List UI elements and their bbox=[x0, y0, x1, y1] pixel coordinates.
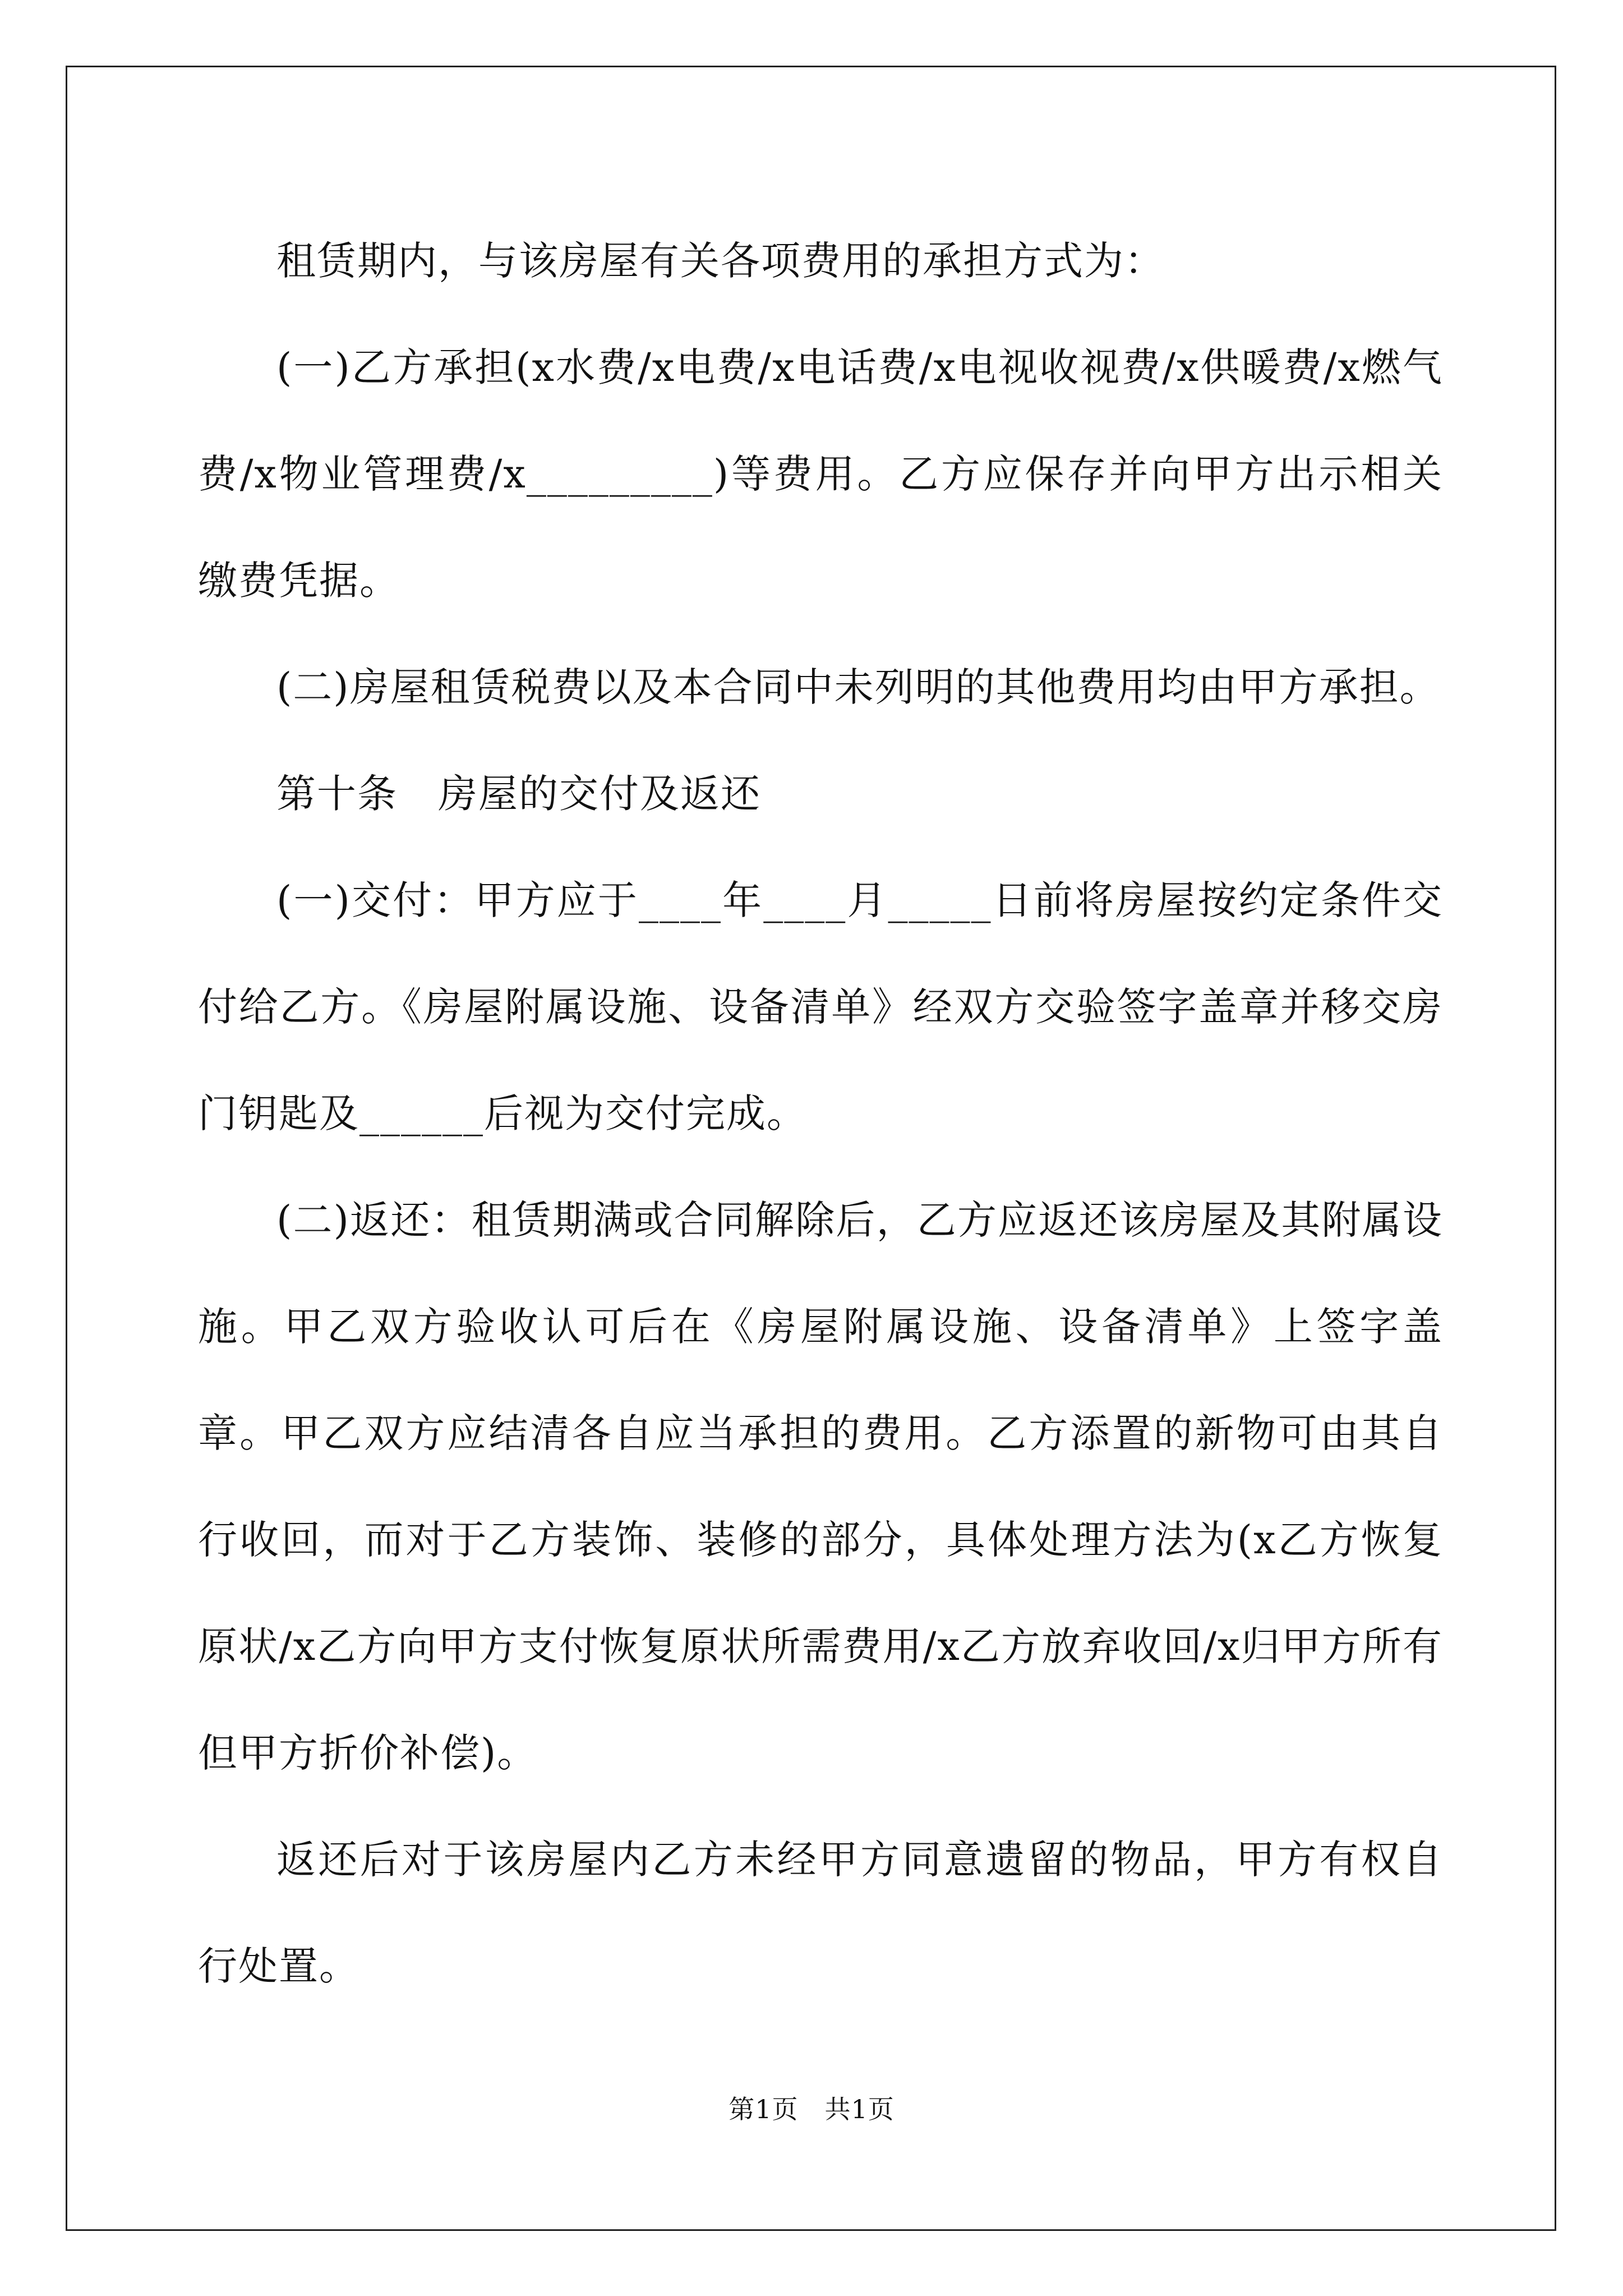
paragraph-delivery: (一)交付：甲方应于____年____月_____日前将房屋按约定条件交付给乙方。《房屋附属设施、设备清单》经双方交验签字盖章并移交房门钥匙及______后视为交付完成。 bbox=[198, 877, 1443, 1137]
page-footer: 第1页 共1页 bbox=[728, 2094, 895, 2124]
section-heading-article-10: 第十条 房屋的交付及返还 bbox=[276, 771, 761, 817]
paragraph-left-items: 返还后对于该房屋内乙方未经甲方同意遗留的物品，甲方有权自行处置。 bbox=[198, 1837, 1443, 1989]
paragraph-tenant-fees: (一)乙方承担(x水费/x电费/x电话费/x电视收视费/x供暖费/x燃气费/x物业管理费/x_________)等费用。乙方应保存并向甲方出示相关缴费凭据。 bbox=[198, 344, 1443, 604]
paragraph-fee-intro: 租赁期内，与该房屋有关各项费用的承担方式为： bbox=[276, 238, 1165, 284]
paragraph-return: (二)返还：租赁期满或合同解除后，乙方应返还该房屋及其附属设施。甲乙双方验收认可后在《房屋附属设施、设备清单》上签字盖章。甲乙双方应结清各自应当承担的费用。乙方添置的新物可由其自行收回，而对于乙方装饰、装修的部分，具体处理方法为(x乙方恢复原状/x乙方向甲方支付恢复原状所需费用/x乙方放弃收回/x归甲方所有但甲方折价补偿)。 bbox=[198, 1197, 1443, 1776]
document-body bbox=[198, 208, 1443, 2019]
paragraph-landlord-fees: (二)房屋租赁税费以及本合同中未列明的其他费用均由甲方承担。 bbox=[276, 664, 1440, 710]
